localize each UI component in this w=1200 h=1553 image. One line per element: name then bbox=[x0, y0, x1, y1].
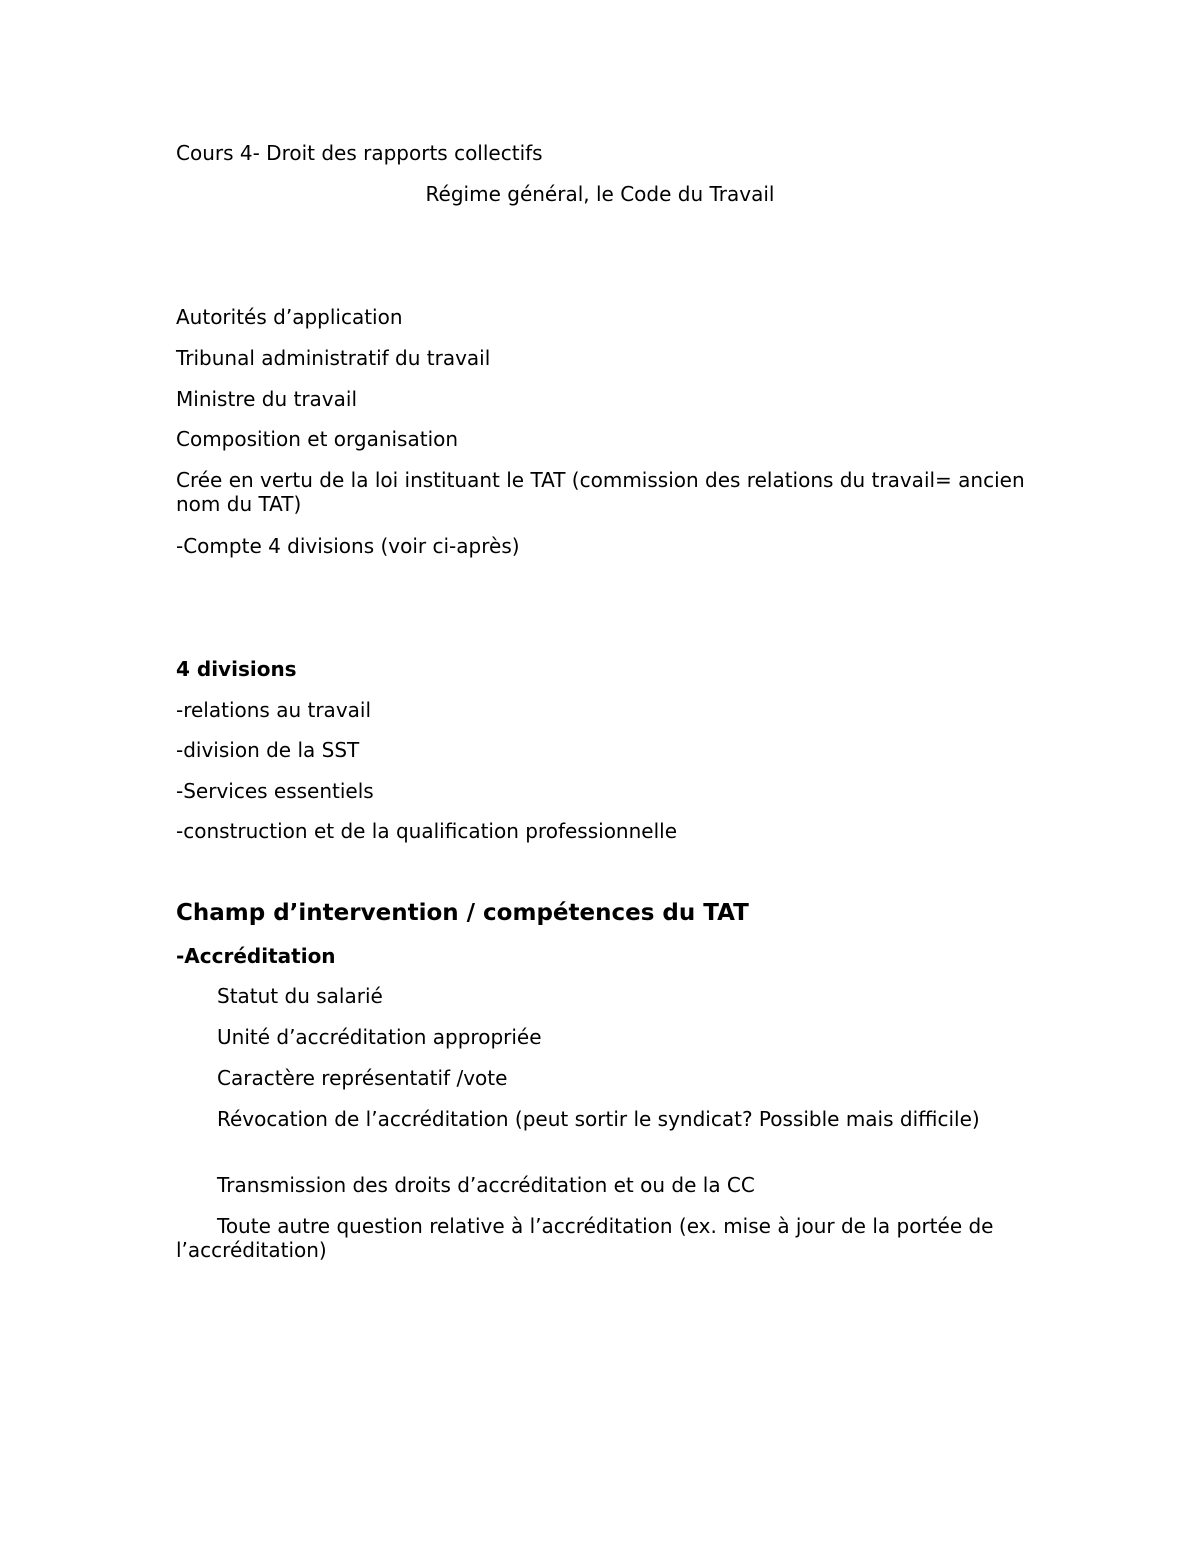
champ-subheading: -Accréditation bbox=[176, 944, 336, 968]
champ-item: Révocation de l’accréditation (peut sortir le syndicat? Possible mais difficile) bbox=[217, 1107, 980, 1131]
section-line: Tribunal administratif du travail bbox=[176, 346, 491, 370]
champ-item: Toute autre question relative à l’accréditation (ex. mise à jour de la portée de l’accréditation) bbox=[176, 1214, 994, 1262]
divisions-heading: 4 divisions bbox=[176, 657, 297, 681]
section-line: Ministre du travail bbox=[176, 387, 358, 411]
division-item: -Services essentiels bbox=[176, 779, 374, 803]
section-paragraph: Crée en vertu de la loi instituant le TAT (commission des relations du travail= ancien nom du TAT) bbox=[176, 468, 1025, 516]
champ-heading: Champ d’intervention / compétences du TAT bbox=[176, 900, 749, 926]
section-line: Composition et organisation bbox=[176, 427, 459, 451]
document-subtitle: Régime général, le Code du Travail bbox=[425, 182, 775, 206]
champ-item: Transmission des droits d’accréditation et ou de la CC bbox=[217, 1173, 755, 1197]
section-line: -Compte 4 divisions (voir ci-après) bbox=[176, 534, 520, 558]
division-item: -construction et de la qualification professionnelle bbox=[176, 819, 678, 843]
champ-item: Unité d’accréditation appropriée bbox=[217, 1025, 542, 1049]
section-line: Autorités d’application bbox=[176, 305, 403, 329]
division-item: -division de la SST bbox=[176, 738, 360, 762]
champ-item: Statut du salarié bbox=[217, 984, 383, 1008]
champ-item: Caractère représentatif /vote bbox=[217, 1066, 508, 1090]
course-title: Cours 4- Droit des rapports collectifs bbox=[176, 141, 543, 165]
division-item: -relations au travail bbox=[176, 698, 372, 722]
